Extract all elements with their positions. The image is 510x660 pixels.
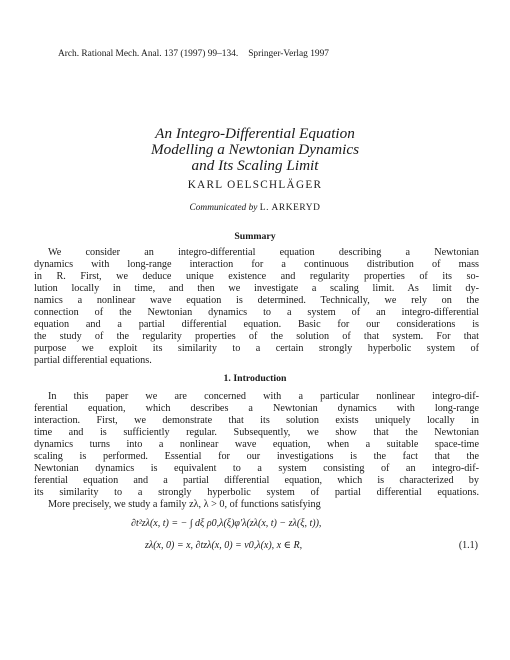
summary-line: We consider an integro-differential equation describing a Newtonian	[48, 247, 479, 258]
introduction-heading: 1. Introduction	[223, 373, 287, 384]
intro-line: dynamics turns into a nonlinear wave equation, when a suitable space-time	[34, 439, 479, 450]
intro-line: ferential equation, which describes a Newtonian dynamics with long-range	[34, 403, 479, 414]
communicated-by	[0, 203, 510, 213]
communicated-prefix: Communicated by	[189, 203, 258, 213]
title-line-2: Modelling a Newtonian Dynamics	[151, 140, 359, 158]
title-line-1: An Integro-Differential Equation	[155, 125, 355, 142]
intro-line: Newtonian dynamics is equivalent to a system consisting of an integro-dif-	[34, 463, 479, 474]
summary-line: purpose we exploit its similarity to a certain strongly hyperbolic system of	[34, 343, 479, 354]
journal-citation: Arch. Rational Mech. Anal. 137 (1997) 99–134.	[58, 49, 239, 59]
communicator-name: L. ARKERYD	[259, 203, 321, 213]
intro-line: More precisely, we study a family zλ, λ > 0, of functions satisfying	[48, 499, 321, 510]
equation-line-2: zλ(x, 0) = x, ∂tzλ(x, 0) = v0,λ(x), x ∈ R,	[145, 540, 303, 551]
summary-text	[34, 247, 479, 367]
publisher-note: Springer-Verlag 1997	[248, 49, 329, 59]
summary-line: equation and a partial differential equation. Basic for our considerations is	[34, 319, 479, 330]
intro-line: time and is sufficiently regular. Subsequently, we show that the Newtonian	[34, 427, 479, 438]
title-line-3: and Its Scaling Limit	[191, 156, 319, 174]
intro-line: In this paper we are concerned with a particular nonlinear integro-dif-	[48, 391, 479, 402]
journal-header	[58, 49, 329, 59]
summary-line: lution locally in time, and then we investigate a scaling limit. As limit dy-	[34, 283, 479, 294]
summary-line: namics a nonlinear wave equation is determined. Technically, we rely on the	[34, 295, 479, 306]
intro-line: scaling is performed. Essential for our investigations is the fact that the	[34, 451, 479, 462]
intro-line: interaction. First, we demonstrate that its solution exists uniquely locally in	[34, 415, 479, 426]
summary-line: in R. First, we deduce unique existence and regularity properties of its so-	[34, 271, 479, 282]
introduction-text	[34, 391, 479, 511]
summary-line: the study of the regularity properties of the solution of that system. For that	[34, 331, 479, 342]
equation-line-1: ∂t²zλ(x, t) = − ∫ dξ ρ0,λ(ξ)φ′λ(zλ(x, t) − zλ(ξ, t)),	[131, 518, 322, 529]
equation-number: (1.1)	[458, 540, 478, 551]
intro-line: ferential equation and a partial differential equation, which is characterized by	[34, 475, 479, 486]
paper-title	[0, 126, 510, 173]
author-name: KARL OELSCHLÄGER	[187, 179, 323, 191]
summary-line: partial differential equations.	[34, 355, 152, 366]
summary-heading: Summary	[234, 231, 276, 242]
summary-line: connection of the Newtonian dynamics to a system of an integro-differential	[34, 307, 479, 318]
summary-line: dynamics with long-range interaction for a continuous distribution of mass	[34, 259, 479, 270]
intro-line: its similarity to a strongly hyperbolic system of partial differential equations.	[34, 487, 479, 498]
